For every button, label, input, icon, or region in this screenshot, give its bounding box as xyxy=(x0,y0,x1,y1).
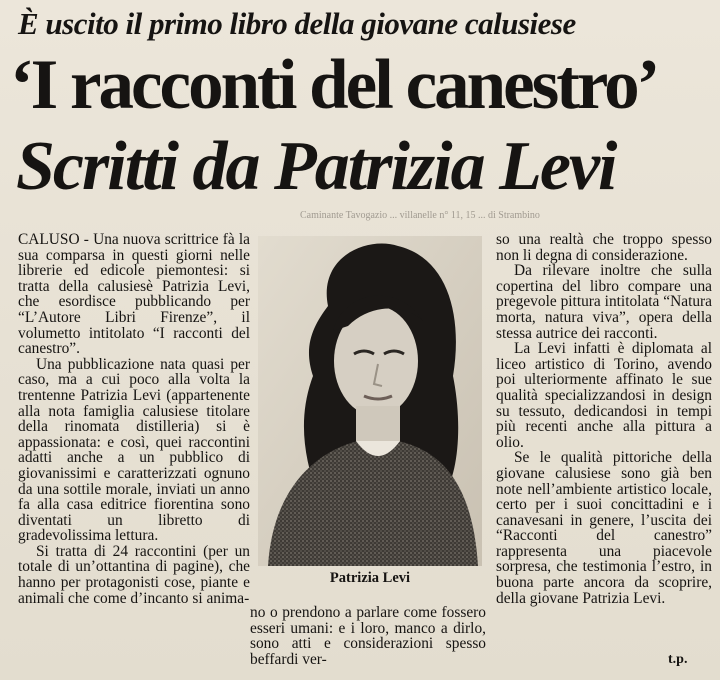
paragraph: Una pubblicazione nata quasi per caso, ma a cui poco alla volta la trentenne Patrizia Levi (appartenente alla nota famiglia calusiese titolare della rinomata distilleria) si è appassionata: e così, quei raccontini adatti anche a un pubblico di giovanissimi e caratterizzati ognuno da una sottile morale, inviati un anno fa alla casa editrice fiorentina sono diventati un libretto di gradevolissima lettura. xyxy=(18,355,250,545)
paragraph: CALUSO - Una nuova scrittrice fà la sua comparsa in questi giorni nelle librerie ed edicole piemontesi: si tratta della calusiesè Patrizia Levi, che esordisce pubblicando per “L’Autore Libri Firenze”, il volumetto intitolato “I racconti del canestro”. xyxy=(18,231,250,358)
faint-show-through-text: Caminante Tavogazio ... villanelle n° 11, 15 ... di Strambino xyxy=(300,210,540,221)
headline-subtitle: Scritti da Patrizia Levi xyxy=(16,128,616,205)
article-column-3 xyxy=(496,232,712,606)
paragraph: Da rilevare inoltre che sulla copertina del libro compare una pregevole pittura intitolata “Natura morta, natura viva”, opera della stessa autrice dei racconti. xyxy=(496,262,712,342)
author-photo xyxy=(258,236,482,566)
paragraph: Si tratta di 24 raccontini (per un totale di un’ottantina di pagine), che hanno per protagonisti cose, piante e animali che come d’incanto si anima- xyxy=(18,542,250,607)
headline-kicker: È uscito il primo libro della giovane calusiese xyxy=(18,6,576,41)
photo-caption: Patrizia Levi xyxy=(329,570,411,586)
paragraph: La Levi infatti è diplomata al liceo artistico di Torino, avendo poi ulteriormente affinato le sue qualità specializzandosi in design su tessuto, dedicandosi in tempi più recenti anche alla pittura a olio. xyxy=(496,340,712,451)
paragraph: Se le qualità pittoriche della giovane calusiese sono già ben note nell’ambiente artistico locale, certo per i suoi concittadini e i canavesani in genere, l’uscita dei “Racconti del canestro” rappresenta una piacevole sorpresa, che testimonia l’estro, in buona parte ancora da scoprire, della giovane Patrizia Levi. xyxy=(496,449,712,607)
article-column-1 xyxy=(18,232,250,606)
headline-title: ‘I racconti del canestro’ xyxy=(10,46,658,124)
author-signature: t.p. xyxy=(668,652,688,667)
paragraph: no o prendono a parlare come fossero esseri umani: e i loro, manco a dirlo, sono atti e considerazioni spesso beffardi ver- xyxy=(250,604,486,668)
article-column-2 xyxy=(250,605,486,667)
paragraph: so una realtà che troppo spesso non li degna di considerazione. xyxy=(496,231,712,264)
portrait-illustration xyxy=(258,236,482,566)
